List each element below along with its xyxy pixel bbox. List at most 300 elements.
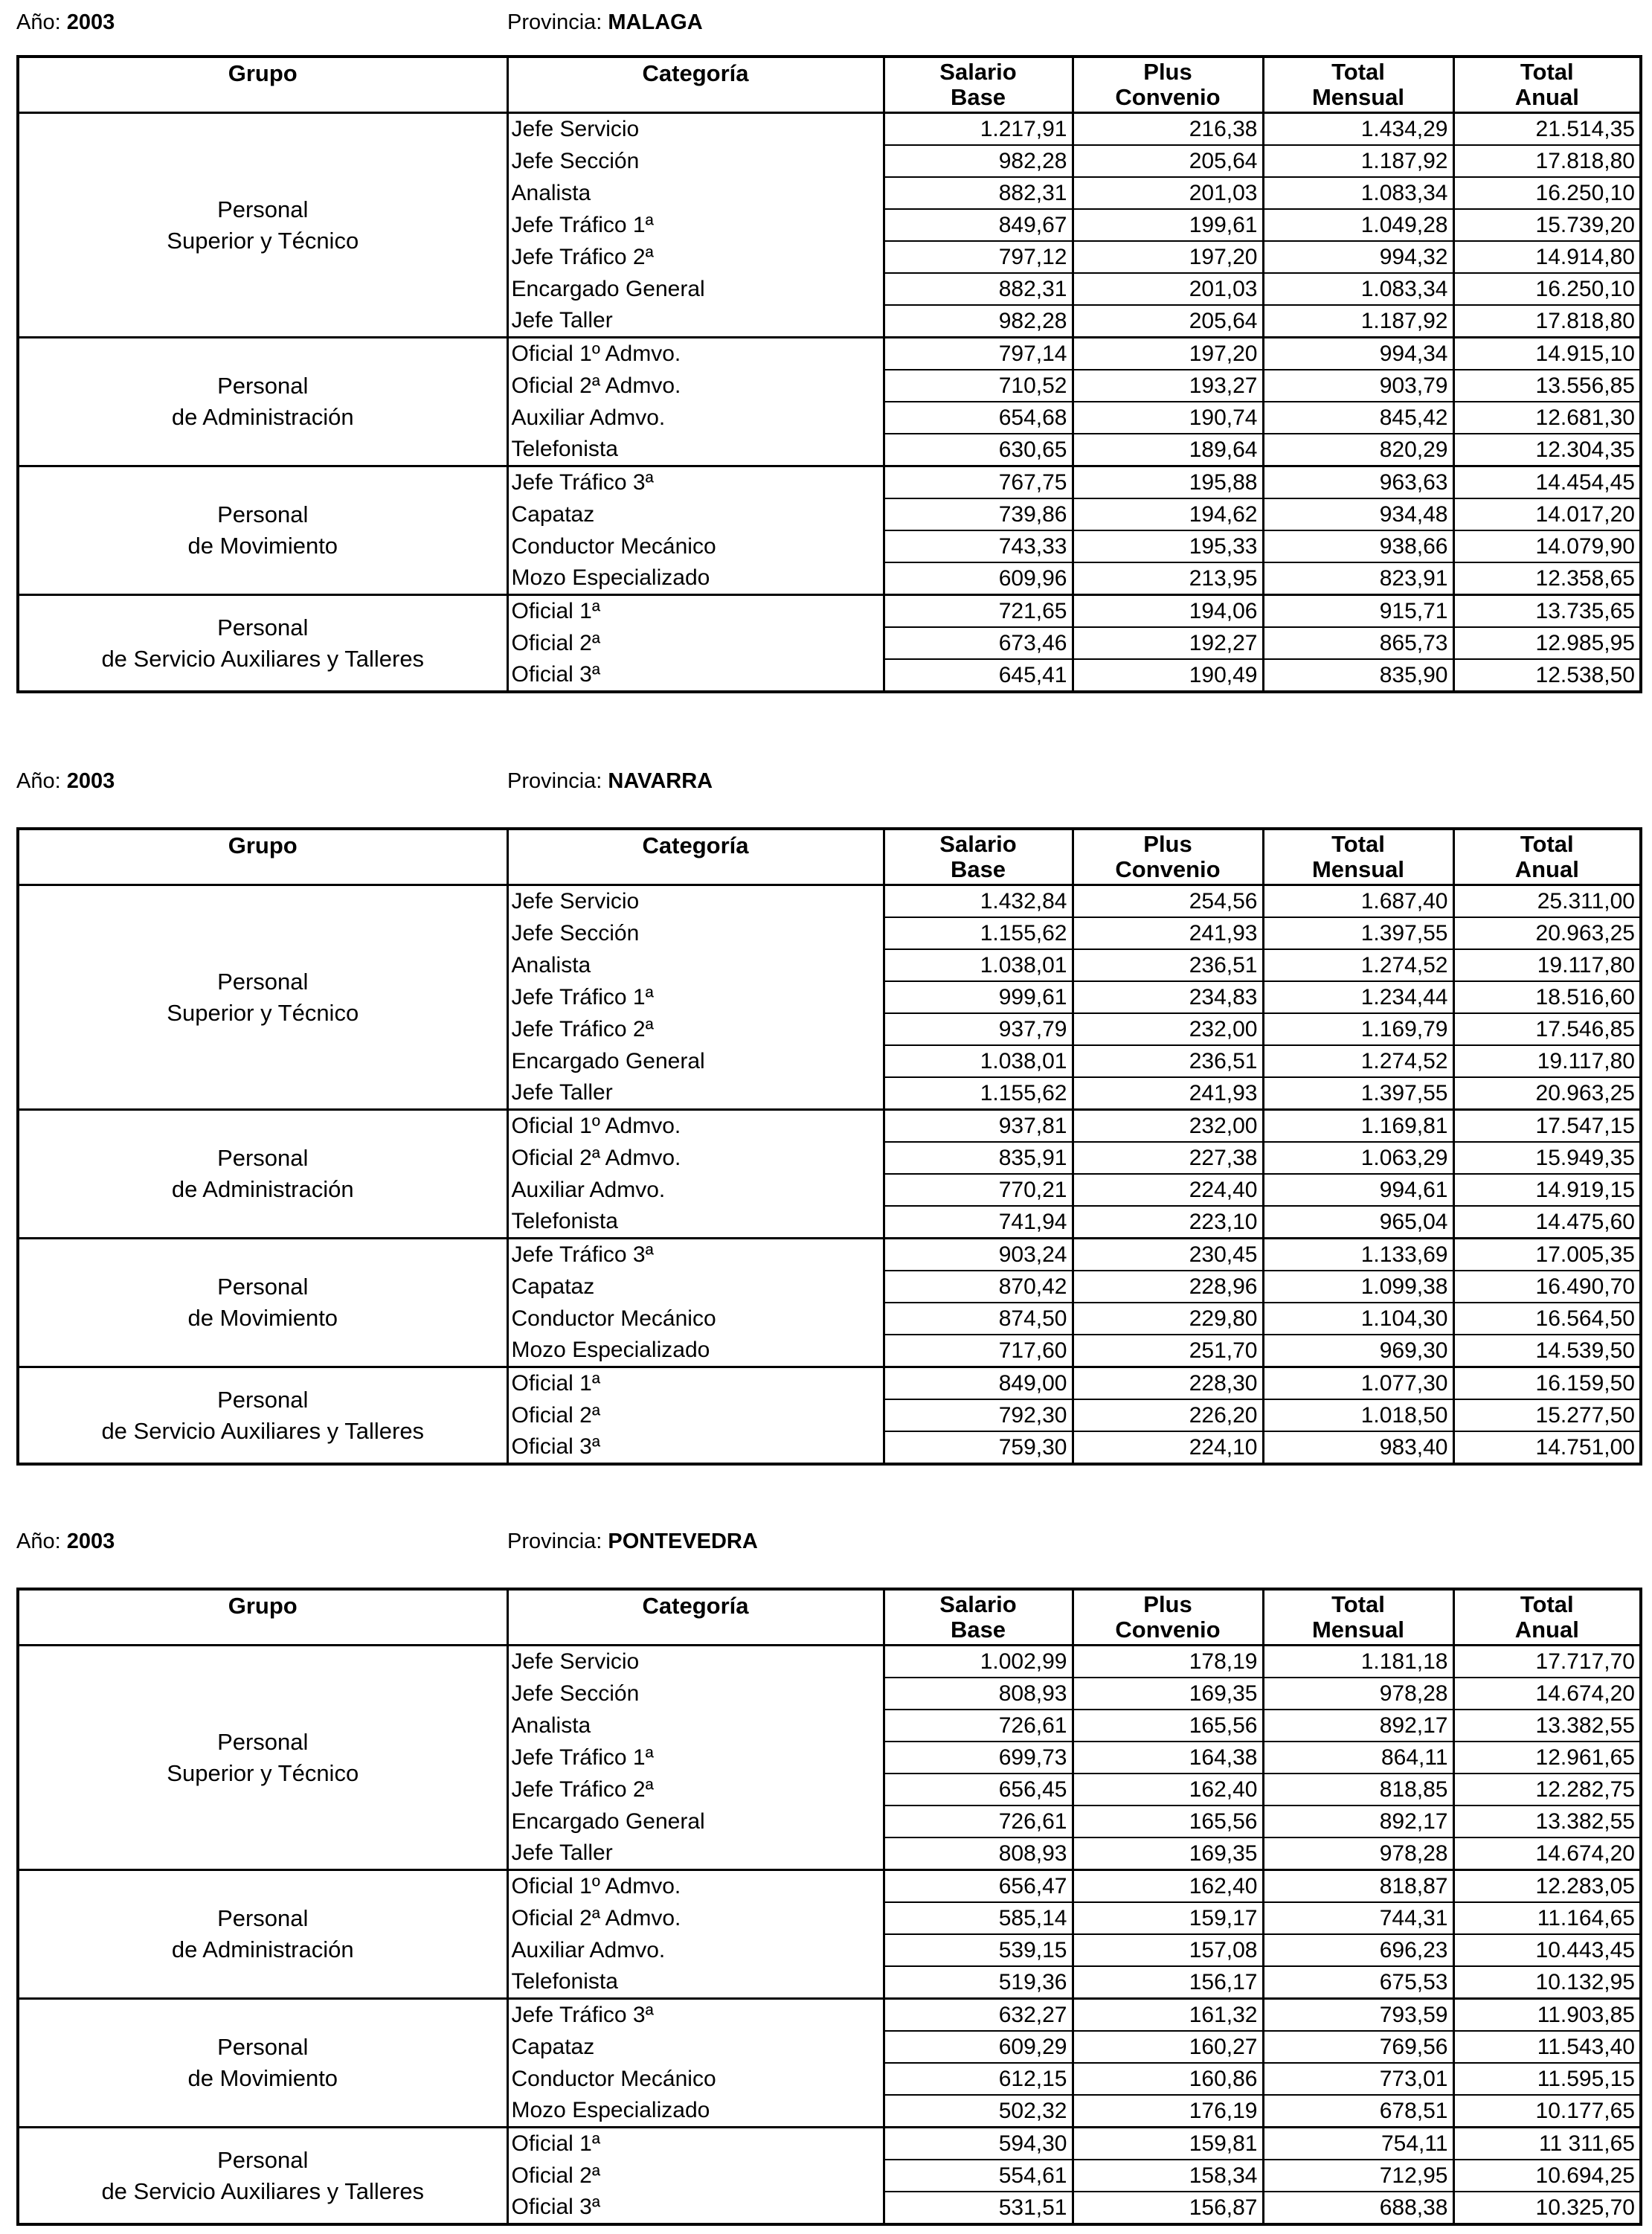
column-header-total-mensual (1263, 1589, 1453, 1646)
table-row (18, 1367, 1641, 1400)
categoria-cell: Jefe Servicio (507, 885, 884, 918)
column-header-grupo: Grupo (18, 57, 507, 113)
plus-convenio-cell: 227,38 (1073, 1142, 1263, 1174)
total-mensual-cell: 1.018,50 (1263, 1399, 1453, 1431)
column-header-total-mensual (1263, 57, 1453, 113)
header-line-1: Salario (939, 59, 1017, 85)
plus-convenio-cell: 190,49 (1073, 659, 1263, 692)
salario-base-cell: 1.038,01 (884, 1045, 1073, 1077)
group-cell-administracion (18, 1870, 507, 1999)
group-cell-servicio-auxiliares (18, 2128, 507, 2225)
categoria-cell: Jefe Tráfico 3ª (507, 1239, 884, 1271)
categoria-cell: Oficial 2ª (507, 627, 884, 659)
column-header-salario-base (884, 829, 1073, 885)
header-line-1: Plus (1143, 831, 1192, 857)
column-header-categoria: Categoría (507, 1589, 884, 1646)
header-line-1: Total (1331, 1591, 1385, 1617)
table-row (18, 2128, 1641, 2160)
salario-base-cell: 741,94 (884, 1206, 1073, 1239)
total-mensual-cell: 754,11 (1263, 2128, 1453, 2160)
group-name-line: de Servicio Auxiliares y Talleres (101, 2177, 425, 2204)
salary-table-malaga (16, 55, 1642, 693)
salario-base-cell: 808,93 (884, 1837, 1073, 1870)
total-anual-cell: 10.177,65 (1453, 2095, 1641, 2128)
total-anual-cell: 11 311,65 (1453, 2128, 1641, 2160)
group-cell-movimiento (18, 1999, 507, 2128)
salario-base-cell: 982,28 (884, 145, 1073, 177)
plus-convenio-cell: 205,64 (1073, 145, 1263, 177)
province-line (507, 1525, 758, 1558)
categoria-cell: Jefe Tráfico 3ª (507, 466, 884, 499)
categoria-cell: Capataz (507, 498, 884, 530)
total-mensual-cell: 969,30 (1263, 1335, 1453, 1367)
total-mensual-cell: 688,38 (1263, 2192, 1453, 2224)
plus-convenio-cell: 205,64 (1073, 305, 1263, 338)
header-line-1: Salario (939, 1591, 1017, 1617)
total-anual-cell: 14.017,20 (1453, 498, 1641, 530)
plus-convenio-cell: 162,40 (1073, 1774, 1263, 1806)
header-line-2: Anual (1514, 84, 1579, 110)
province-value: NAVARRA (608, 769, 713, 793)
plus-convenio-cell: 162,40 (1073, 1870, 1263, 1903)
total-anual-cell: 14.475,60 (1453, 1206, 1641, 1239)
salario-base-cell: 585,14 (884, 1902, 1073, 1934)
group-name-line: Personal (217, 373, 309, 399)
total-mensual-cell: 915,71 (1263, 595, 1453, 628)
salario-base-cell: 1.432,84 (884, 885, 1073, 918)
total-anual-cell: 17.818,80 (1453, 145, 1641, 177)
group-name-line: Personal (217, 1728, 309, 1755)
categoria-cell: Oficial 2ª (507, 2160, 884, 2192)
plus-convenio-cell: 236,51 (1073, 1045, 1263, 1077)
salario-base-cell: 739,86 (884, 498, 1073, 530)
plus-convenio-cell: 232,00 (1073, 1110, 1263, 1143)
salario-base-cell: 699,73 (884, 1742, 1073, 1774)
group-cell-movimiento (18, 1239, 507, 1367)
province-label: Provincia: (507, 10, 602, 34)
column-header-categoria: Categoría (507, 829, 884, 885)
total-mensual-cell: 1.083,34 (1263, 177, 1453, 209)
categoria-cell: Jefe Taller (507, 1837, 884, 1870)
plus-convenio-cell: 201,03 (1073, 177, 1263, 209)
salario-base-cell: 982,28 (884, 305, 1073, 338)
group-cell-superior-tecnico (18, 885, 507, 1110)
categoria-cell: Analista (507, 949, 884, 981)
total-mensual-cell: 1.181,18 (1263, 1646, 1453, 1678)
plus-convenio-cell: 216,38 (1073, 113, 1263, 146)
plus-convenio-cell: 164,38 (1073, 1742, 1263, 1774)
categoria-cell: Oficial 3ª (507, 2192, 884, 2224)
plus-convenio-cell: 223,10 (1073, 1206, 1263, 1239)
group-name-line: Personal (217, 196, 309, 222)
salario-base-cell: 531,51 (884, 2192, 1073, 2224)
salario-base-cell: 710,52 (884, 370, 1073, 402)
plus-convenio-cell: 213,95 (1073, 562, 1263, 595)
total-anual-cell: 16.250,10 (1453, 273, 1641, 305)
year-line (16, 1525, 115, 1558)
categoria-cell: Oficial 1º Admvo. (507, 1870, 884, 1903)
salario-base-cell: 770,21 (884, 1174, 1073, 1206)
salario-base-cell: 767,75 (884, 466, 1073, 499)
group-name-line: Personal (217, 614, 309, 641)
salario-base-cell: 849,67 (884, 209, 1073, 241)
total-anual-cell: 13.735,65 (1453, 595, 1641, 628)
total-mensual-cell: 1.049,28 (1263, 209, 1453, 241)
group-cell-superior-tecnico (18, 113, 507, 338)
total-anual-cell: 14.454,45 (1453, 466, 1641, 499)
column-header-plus-convenio (1073, 57, 1263, 113)
total-anual-cell: 12.538,50 (1453, 659, 1641, 692)
group-name-line: de Movimiento (187, 533, 338, 559)
total-mensual-cell: 938,66 (1263, 530, 1453, 562)
total-mensual-cell: 1.397,55 (1263, 917, 1453, 949)
plus-convenio-cell: 156,87 (1073, 2192, 1263, 2224)
plus-convenio-cell: 160,27 (1073, 2031, 1263, 2063)
plus-convenio-cell: 158,34 (1073, 2160, 1263, 2192)
plus-convenio-cell: 190,74 (1073, 402, 1263, 434)
total-anual-cell: 18.516,60 (1453, 981, 1641, 1013)
section-header-pontevedra (16, 1525, 1638, 1558)
total-mensual-cell: 1.169,79 (1263, 1013, 1453, 1045)
categoria-cell: Oficial 2ª Admvo. (507, 370, 884, 402)
total-anual-cell: 14.674,20 (1453, 1837, 1641, 1870)
total-anual-cell: 13.556,85 (1453, 370, 1641, 402)
categoria-cell: Oficial 1º Admvo. (507, 1110, 884, 1143)
group-name-line: Superior y Técnico (167, 999, 359, 1026)
year-value: 2003 (66, 1530, 115, 1553)
total-anual-cell: 10.132,95 (1453, 1966, 1641, 1999)
header-line-2: Mensual (1311, 84, 1405, 110)
group-cell-administracion (18, 1110, 507, 1239)
plus-convenio-cell: 197,20 (1073, 241, 1263, 273)
salario-base-cell: 1.155,62 (884, 917, 1073, 949)
categoria-cell: Mozo Especializado (507, 2095, 884, 2128)
salario-base-cell: 612,15 (884, 2063, 1073, 2095)
total-mensual-cell: 744,31 (1263, 1902, 1453, 1934)
group-name-line: Personal (217, 501, 309, 527)
categoria-cell: Jefe Sección (507, 145, 884, 177)
plus-convenio-cell: 230,45 (1073, 1239, 1263, 1271)
province-value: MALAGA (608, 10, 703, 34)
categoria-cell: Conductor Mecánico (507, 2063, 884, 2095)
total-anual-cell: 21.514,35 (1453, 113, 1641, 146)
group-name-line: Personal (217, 1905, 309, 1931)
total-anual-cell: 11.164,65 (1453, 1902, 1641, 1934)
categoria-cell: Telefonista (507, 434, 884, 466)
group-name-line: de Movimiento (187, 1305, 338, 1331)
plus-convenio-cell: 169,35 (1073, 1678, 1263, 1710)
salario-base-cell: 519,36 (884, 1966, 1073, 1999)
total-mensual-cell: 994,34 (1263, 338, 1453, 370)
table-row (18, 595, 1641, 628)
salario-base-cell: 656,47 (884, 1870, 1073, 1903)
salario-base-cell: 870,42 (884, 1271, 1073, 1303)
categoria-cell: Oficial 3ª (507, 1431, 884, 1464)
total-mensual-cell: 1.687,40 (1263, 885, 1453, 918)
year-line (16, 6, 115, 39)
header-line-1: Plus (1143, 1591, 1192, 1617)
province-label: Provincia: (507, 769, 602, 793)
group-name-line: de Administración (171, 1936, 354, 1962)
year-label: Año: (16, 10, 61, 34)
group-cell-movimiento (18, 466, 507, 595)
total-mensual-cell: 793,59 (1263, 1999, 1453, 2032)
total-anual-cell: 13.382,55 (1453, 1710, 1641, 1742)
total-anual-cell: 17.717,70 (1453, 1646, 1641, 1678)
total-mensual-cell: 865,73 (1263, 627, 1453, 659)
header-line-2: Mensual (1311, 1617, 1405, 1643)
column-header-total-anual (1453, 57, 1641, 113)
categoria-cell: Conductor Mecánico (507, 1303, 884, 1335)
header-line-2: Convenio (1115, 1617, 1221, 1643)
salario-base-cell: 539,15 (884, 1934, 1073, 1966)
categoria-cell: Jefe Sección (507, 917, 884, 949)
total-anual-cell: 11.903,85 (1453, 1999, 1641, 2032)
column-header-total-anual (1453, 829, 1641, 885)
total-mensual-cell: 978,28 (1263, 1678, 1453, 1710)
group-name-line: de Administración (171, 404, 354, 430)
categoria-cell: Jefe Tráfico 3ª (507, 1999, 884, 2032)
plus-convenio-cell: 228,96 (1073, 1271, 1263, 1303)
group-name-line: Personal (217, 2146, 309, 2173)
categoria-cell: Capataz (507, 1271, 884, 1303)
total-anual-cell: 15.739,20 (1453, 209, 1641, 241)
plus-convenio-cell: 192,27 (1073, 627, 1263, 659)
categoria-cell: Auxiliar Admvo. (507, 1934, 884, 1966)
header-line-1: Total (1331, 831, 1385, 857)
group-name-line: Personal (217, 1274, 309, 1300)
categoria-cell: Oficial 3ª (507, 659, 884, 692)
province-value: PONTEVEDRA (608, 1530, 758, 1553)
total-mensual-cell: 675,53 (1263, 1966, 1453, 1999)
group-cell-servicio-auxiliares (18, 1367, 507, 1465)
plus-convenio-cell: 194,06 (1073, 595, 1263, 628)
group-name-line: Personal (217, 2034, 309, 2060)
total-mensual-cell: 1.187,92 (1263, 305, 1453, 338)
total-mensual-cell: 818,87 (1263, 1870, 1453, 1903)
salario-base-cell: 797,12 (884, 241, 1073, 273)
section-header-navarra (16, 765, 1638, 797)
column-header-categoria: Categoría (507, 57, 884, 113)
plus-convenio-cell: 224,40 (1073, 1174, 1263, 1206)
salario-base-cell: 903,24 (884, 1239, 1073, 1271)
total-anual-cell: 12.358,65 (1453, 562, 1641, 595)
plus-convenio-cell: 251,70 (1073, 1335, 1263, 1367)
plus-convenio-cell: 224,10 (1073, 1431, 1263, 1464)
salario-base-cell: 654,68 (884, 402, 1073, 434)
plus-convenio-cell: 157,08 (1073, 1934, 1263, 1966)
total-anual-cell: 12.681,30 (1453, 402, 1641, 434)
total-anual-cell: 14.915,10 (1453, 338, 1641, 370)
categoria-cell: Encargado General (507, 1045, 884, 1077)
group-cell-administracion (18, 338, 507, 466)
plus-convenio-cell: 178,19 (1073, 1646, 1263, 1678)
plus-convenio-cell: 197,20 (1073, 338, 1263, 370)
plus-convenio-cell: 176,19 (1073, 2095, 1263, 2128)
total-anual-cell: 15.949,35 (1453, 1142, 1641, 1174)
group-name-line: de Administración (171, 1176, 354, 1202)
total-anual-cell: 12.961,65 (1453, 1742, 1641, 1774)
total-mensual-cell: 1.234,44 (1263, 981, 1453, 1013)
categoria-cell: Encargado General (507, 273, 884, 305)
header-line-1: Total (1331, 59, 1385, 85)
table-row (18, 885, 1641, 918)
salario-base-cell: 849,00 (884, 1367, 1073, 1400)
group-name-line: Personal (217, 1386, 309, 1413)
plus-convenio-cell: 229,80 (1073, 1303, 1263, 1335)
total-mensual-cell: 892,17 (1263, 1806, 1453, 1837)
total-anual-cell: 17.005,35 (1453, 1239, 1641, 1271)
plus-convenio-cell: 194,62 (1073, 498, 1263, 530)
province-line (507, 765, 713, 797)
plus-convenio-cell: 195,33 (1073, 530, 1263, 562)
total-anual-cell: 10.694,25 (1453, 2160, 1641, 2192)
categoria-cell: Jefe Tráfico 2ª (507, 241, 884, 273)
salario-base-cell: 835,91 (884, 1142, 1073, 1174)
plus-convenio-cell: 193,27 (1073, 370, 1263, 402)
plus-convenio-cell: 241,93 (1073, 1077, 1263, 1110)
group-name-line: de Movimiento (187, 2065, 338, 2091)
table-row (18, 113, 1641, 146)
categoria-cell: Oficial 2ª Admvo. (507, 1142, 884, 1174)
total-anual-cell: 15.277,50 (1453, 1399, 1641, 1431)
year-line (16, 765, 115, 797)
total-mensual-cell: 983,40 (1263, 1431, 1453, 1464)
total-anual-cell: 14.674,20 (1453, 1678, 1641, 1710)
header-row (18, 829, 1641, 885)
column-header-salario-base (884, 57, 1073, 113)
categoria-cell: Jefe Taller (507, 1077, 884, 1110)
salario-base-cell: 645,41 (884, 659, 1073, 692)
plus-convenio-cell: 195,88 (1073, 466, 1263, 499)
total-mensual-cell: 1.077,30 (1263, 1367, 1453, 1400)
total-anual-cell: 10.325,70 (1453, 2192, 1641, 2224)
total-anual-cell: 10.443,45 (1453, 1934, 1641, 1966)
header-row (18, 1589, 1641, 1646)
total-anual-cell: 19.117,80 (1453, 949, 1641, 981)
categoria-cell: Jefe Tráfico 2ª (507, 1774, 884, 1806)
header-line-1: Plus (1143, 59, 1192, 85)
total-mensual-cell: 994,61 (1263, 1174, 1453, 1206)
group-cell-superior-tecnico (18, 1646, 507, 1870)
categoria-cell: Mozo Especializado (507, 562, 884, 595)
salario-base-cell: 673,46 (884, 627, 1073, 659)
categoria-cell: Jefe Tráfico 2ª (507, 1013, 884, 1045)
categoria-cell: Oficial 2ª Admvo. (507, 1902, 884, 1934)
total-anual-cell: 25.311,00 (1453, 885, 1641, 918)
header-line-1: Total (1520, 831, 1574, 857)
plus-convenio-cell: 201,03 (1073, 273, 1263, 305)
plus-convenio-cell: 232,00 (1073, 1013, 1263, 1045)
categoria-cell: Jefe Tráfico 1ª (507, 981, 884, 1013)
total-anual-cell: 20.963,25 (1453, 1077, 1641, 1110)
header-line-2: Base (950, 84, 1006, 110)
categoria-cell: Jefe Servicio (507, 113, 884, 146)
plus-convenio-cell: 254,56 (1073, 885, 1263, 918)
categoria-cell: Mozo Especializado (507, 1335, 884, 1367)
total-anual-cell: 14.751,00 (1453, 1431, 1641, 1464)
province-label: Provincia: (507, 1530, 602, 1553)
total-mensual-cell: 835,90 (1263, 659, 1453, 692)
categoria-cell: Oficial 1º Admvo. (507, 338, 884, 370)
categoria-cell: Oficial 1ª (507, 2128, 884, 2160)
categoria-cell: Auxiliar Admvo. (507, 1174, 884, 1206)
section-header-malaga (16, 6, 1638, 39)
salario-base-cell: 937,81 (884, 1110, 1073, 1143)
total-anual-cell: 12.282,75 (1453, 1774, 1641, 1806)
column-header-grupo: Grupo (18, 829, 507, 885)
column-header-total-anual (1453, 1589, 1641, 1646)
total-mensual-cell: 769,56 (1263, 2031, 1453, 2063)
categoria-cell: Jefe Tráfico 1ª (507, 1742, 884, 1774)
total-anual-cell: 11.543,40 (1453, 2031, 1641, 2063)
table-row (18, 1646, 1641, 1678)
total-anual-cell: 14.919,15 (1453, 1174, 1641, 1206)
total-anual-cell: 16.490,70 (1453, 1271, 1641, 1303)
group-name-line: Superior y Técnico (167, 227, 359, 254)
categoria-cell: Telefonista (507, 1206, 884, 1239)
salario-base-cell: 999,61 (884, 981, 1073, 1013)
total-anual-cell: 14.079,90 (1453, 530, 1641, 562)
group-cell-servicio-auxiliares (18, 595, 507, 693)
header-line-1: Total (1520, 59, 1574, 85)
total-mensual-cell: 696,23 (1263, 1934, 1453, 1966)
plus-convenio-cell: 241,93 (1073, 917, 1263, 949)
salario-base-cell: 808,93 (884, 1678, 1073, 1710)
salario-base-cell: 1.155,62 (884, 1077, 1073, 1110)
salario-base-cell: 726,61 (884, 1710, 1073, 1742)
salario-base-cell: 594,30 (884, 2128, 1073, 2160)
salario-base-cell: 743,33 (884, 530, 1073, 562)
categoria-cell: Auxiliar Admvo. (507, 402, 884, 434)
total-anual-cell: 16.250,10 (1453, 177, 1641, 209)
categoria-cell: Oficial 1ª (507, 1367, 884, 1400)
column-header-plus-convenio (1073, 1589, 1263, 1646)
categoria-cell: Capataz (507, 2031, 884, 2063)
year-value: 2003 (66, 10, 115, 34)
year-value: 2003 (66, 769, 115, 793)
categoria-cell: Analista (507, 177, 884, 209)
year-label: Año: (16, 1530, 61, 1553)
total-anual-cell: 16.159,50 (1453, 1367, 1641, 1400)
total-anual-cell: 12.985,95 (1453, 627, 1641, 659)
salario-base-cell: 1.217,91 (884, 113, 1073, 146)
salario-base-cell: 882,31 (884, 177, 1073, 209)
table-row (18, 1239, 1641, 1271)
salario-base-cell: 656,45 (884, 1774, 1073, 1806)
total-mensual-cell: 820,29 (1263, 434, 1453, 466)
header-line-2: Anual (1514, 1617, 1579, 1643)
categoria-cell: Conductor Mecánico (507, 530, 884, 562)
plus-convenio-cell: 159,17 (1073, 1902, 1263, 1934)
total-mensual-cell: 965,04 (1263, 1206, 1453, 1239)
header-line-1: Salario (939, 831, 1017, 857)
salario-base-cell: 632,27 (884, 1999, 1073, 2032)
salario-base-cell: 882,31 (884, 273, 1073, 305)
categoria-cell: Telefonista (507, 1966, 884, 1999)
column-header-salario-base (884, 1589, 1073, 1646)
column-header-total-mensual (1263, 829, 1453, 885)
categoria-cell: Jefe Servicio (507, 1646, 884, 1678)
column-header-grupo: Grupo (18, 1589, 507, 1646)
plus-convenio-cell: 169,35 (1073, 1837, 1263, 1870)
table-row (18, 466, 1641, 499)
total-mensual-cell: 963,63 (1263, 466, 1453, 499)
categoria-cell: Oficial 2ª (507, 1399, 884, 1431)
total-mensual-cell: 934,48 (1263, 498, 1453, 530)
plus-convenio-cell: 199,61 (1073, 209, 1263, 241)
plus-convenio-cell: 161,32 (1073, 1999, 1263, 2032)
